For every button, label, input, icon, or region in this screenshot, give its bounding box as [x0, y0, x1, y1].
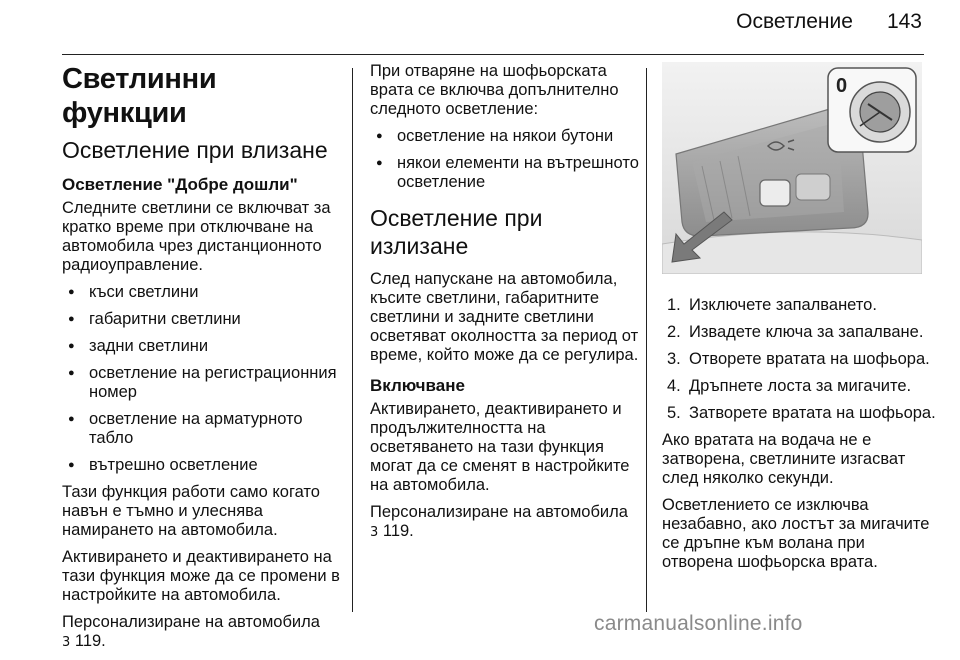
bullet-list-lights — [62, 283, 344, 475]
paragraph-personalization — [62, 613, 344, 652]
page-header — [736, 10, 922, 34]
figure-position-label: 0 — [836, 75, 848, 97]
paragraph-activation: Активирането и деактивирането на тази функция може да се промени в настройките на автомобила. — [62, 548, 340, 604]
step-text: Затворете вратата на шофьора. — [689, 404, 936, 422]
page-ref-icon: 3 — [62, 635, 71, 650]
watermark: carmanualsonline.info — [594, 612, 803, 635]
step-text: Извадете ключа за запалване. — [689, 323, 924, 341]
list-item: ● осветление на арматурното табло — [62, 410, 344, 448]
paragraph-personalization — [370, 503, 640, 542]
heading-activation: Включване — [370, 376, 465, 395]
section-title: Светлинни функции — [62, 63, 217, 129]
step-number: 2. — [667, 323, 681, 341]
list-item: ● някои елементи на вътрешното осветление — [370, 154, 640, 192]
turn-signal-lever-illustration — [662, 62, 922, 274]
paragraph-door-open: При отваряне на шофьорската врата се включва допълнително следното осветление: — [370, 62, 619, 118]
subsection-title-exit-lighting: Осветление при излизане — [370, 205, 543, 259]
step-number: 1. — [667, 296, 681, 314]
column-divider-2 — [646, 68, 647, 612]
column-2 — [370, 62, 640, 550]
column-3 — [662, 62, 936, 580]
paragraph-door-not-closed: Ако вратата на водача не е затворена, светлините изгасват след няколко секунди. — [662, 431, 906, 487]
step-text: Отворете вратата на шофьора. — [689, 350, 930, 368]
list-item — [662, 296, 936, 315]
list-item: ● вътрешно осветление — [62, 456, 344, 475]
personalization-text: Персонализиране на автомобила — [62, 613, 320, 631]
page-ref-number: 119. — [382, 522, 414, 540]
step-number: 4. — [667, 377, 681, 395]
step-text: Дръпнете лоста за мигачите. — [689, 377, 912, 395]
personalization-text: Персонализиране на автомобила — [370, 503, 628, 521]
page-ref-link[interactable] — [370, 522, 414, 540]
page-number: 143 — [886, 10, 922, 33]
page-ref-icon: 3 — [370, 525, 379, 540]
bullet-list-additional — [370, 127, 640, 192]
step-text: Изключете запалването. — [689, 296, 877, 314]
paragraph-immediate-off: Осветлението се изключва незабавно, ако лостът за мигачите се дръпне към волана при отворена шофьорска врата. — [662, 496, 930, 571]
subsection-title-entry-lighting: Осветление при влизане — [62, 137, 328, 163]
list-item — [662, 323, 936, 342]
list-item — [662, 377, 936, 396]
list-item: ● задни светлини — [62, 337, 344, 356]
header-title: Осветление — [736, 10, 853, 33]
list-item: ● осветление на някои бутони — [370, 127, 640, 146]
list-item: ● къси светлини — [62, 283, 344, 302]
list-item: ● осветление на регистрационния номер — [62, 364, 344, 402]
heading-welcome-lighting: Осветление "Добре дошли" — [62, 175, 298, 194]
paragraph-exit: След напускане на автомобила, късите светлини, габаритните светлини и задните светлини осветяват околността за период от време, който може да се регулира. — [370, 270, 639, 364]
step-number: 3. — [667, 350, 681, 368]
paragraph-activation-settings: Активирането, деактивирането и продължителността на осветяването на тази функция могат да се сменят в настройките на автомобила. — [370, 400, 630, 494]
column-divider-1 — [352, 68, 353, 612]
paragraph-darkness: Тази функция работи само когато навън е тъмно и улеснява намирането на автомобила. — [62, 483, 320, 539]
list-item — [662, 404, 936, 423]
list-item: ● габаритни светлини — [62, 310, 344, 329]
page-ref-link[interactable] — [62, 632, 106, 650]
header-rule — [62, 54, 924, 55]
column-1 — [62, 62, 344, 660]
step-number: 5. — [667, 404, 681, 422]
list-item — [662, 350, 936, 369]
numbered-steps — [662, 296, 936, 423]
paragraph-intro: Следните светлини се включват за кратко време при отключване на автомобила чрез дистанционното радиоуправление. — [62, 199, 331, 274]
page-ref-number: 119. — [74, 632, 106, 650]
